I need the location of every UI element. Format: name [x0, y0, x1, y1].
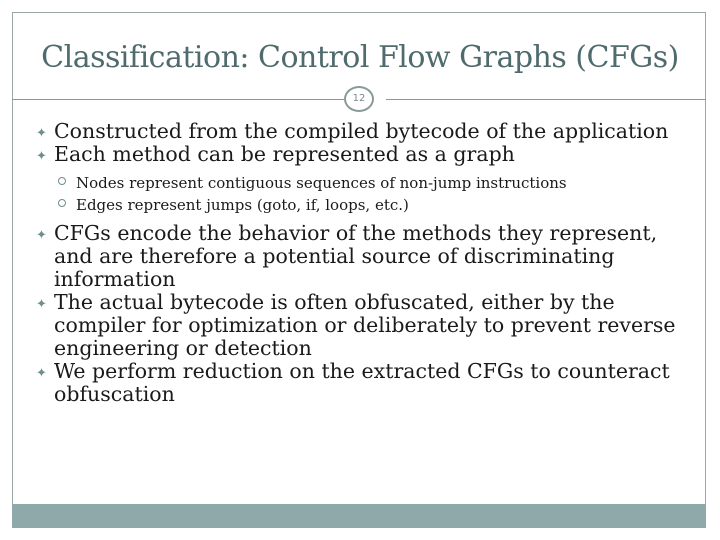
bullet-text: CFGs encode the behavior of the methods they represent, and are therefore a potential source of discriminating information — [54, 221, 658, 291]
bullet-text: Constructed from the compiled bytecode of the application — [54, 119, 669, 143]
arrow-bullet-icon: ✦ — [36, 228, 47, 243]
bullet-item — [32, 143, 702, 166]
footer-bar — [12, 504, 706, 528]
arrow-bullet-icon: ✦ — [36, 126, 47, 141]
page-number-badge: 12 — [344, 86, 374, 112]
sub-bullet-text: Nodes represent contiguous sequences of non-jump instructions — [76, 174, 567, 192]
sub-bullet-list — [32, 172, 702, 216]
sub-bullet-text: Edges represent jumps (goto, if, loops, etc.) — [76, 196, 409, 214]
bullet-item — [32, 120, 702, 143]
sub-bullet-item — [32, 172, 702, 194]
bullet-text: We perform reduction on the extracted CFGs to counteract obfuscation — [54, 359, 670, 406]
hollow-circle-icon — [58, 177, 66, 185]
arrow-bullet-icon: ✦ — [36, 149, 47, 164]
hollow-circle-icon — [58, 199, 66, 207]
title-divider-left — [12, 99, 344, 100]
slide-content — [32, 120, 702, 406]
title-divider-right — [386, 99, 706, 100]
bullet-item — [32, 291, 702, 360]
slide-title: Classification: Control Flow Graphs (CFGs) — [41, 40, 679, 75]
bullet-item — [32, 222, 702, 291]
bullet-item — [32, 360, 702, 406]
sub-bullet-item — [32, 194, 702, 216]
bullet-text: The actual bytecode is often obfuscated, either by the compiler for optimization or deliberately to prevent reverse engineering or detection — [54, 290, 676, 360]
arrow-bullet-icon: ✦ — [36, 297, 47, 312]
arrow-bullet-icon: ✦ — [36, 366, 47, 381]
bullet-text: Each method can be represented as a graph — [54, 142, 515, 166]
